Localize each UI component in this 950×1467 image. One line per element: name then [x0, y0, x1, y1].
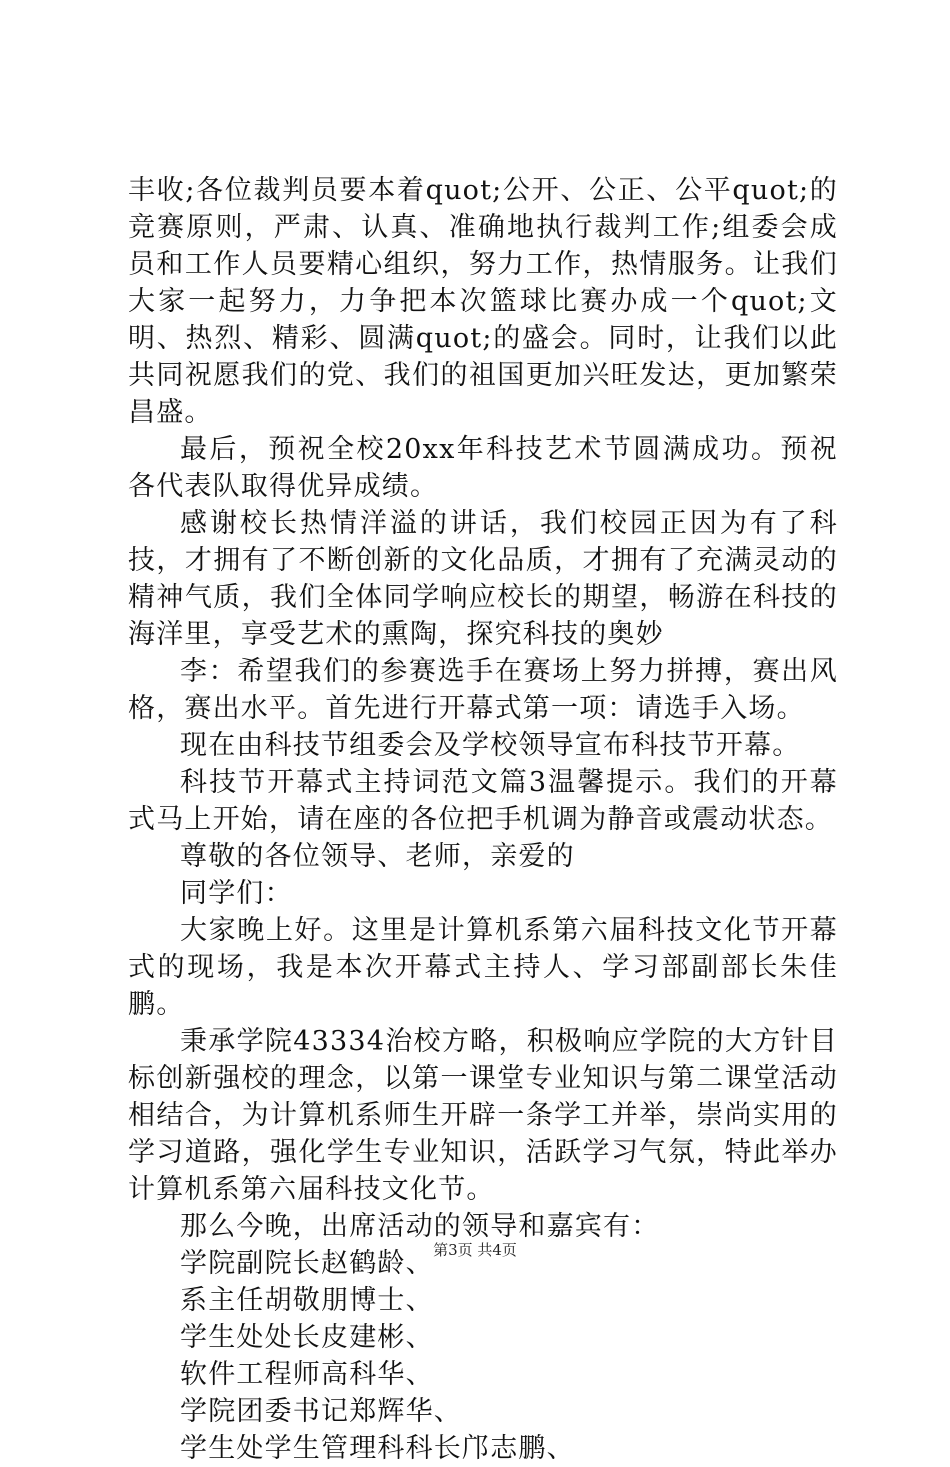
paragraph-4: 李：希望我们的参赛选手在赛场上努力拼搏，赛出风格，赛出水平。首先进行开幕式第一项：请选手入场。	[128, 656, 838, 724]
page-number-footer: 第3页 共4页	[433, 1241, 517, 1259]
guest-list-item-1: 学院副院长赵鹤龄、	[180, 1248, 434, 1279]
paragraph-6: 科技节开幕式主持词范文篇3温馨提示。我们的开幕式马上开始，请在座的各位把手机调为静音或震动状态。	[128, 767, 838, 835]
paragraph-3: 感谢校长热情洋溢的讲话，我们校园正因为有了科技，才拥有了不断创新的文化品质，才拥有了充满灵动的精神气质，我们全体同学响应校长的期望，畅游在科技的海洋里，享受艺术的熏陶，探究科技的奥妙	[128, 508, 838, 650]
document-body	[128, 172, 838, 1467]
paragraph-8: 同学们：	[180, 878, 293, 909]
paragraph-9: 大家晚上好。这里是计算机系第六届科技文化节开幕式的现场，我是本次开幕式主持人、学习部副部长朱佳鹏。	[128, 915, 838, 1020]
guest-list-item-5: 学院团委书记郑辉华、	[180, 1396, 462, 1427]
paragraph-11: 那么今晚，出席活动的领导和嘉宾有：	[180, 1211, 660, 1242]
paragraph-7: 尊敬的各位领导、老师，亲爱的	[180, 841, 575, 872]
guest-list-item-3: 学生处处长皮建彬、	[180, 1322, 434, 1353]
paragraph-1: 丰收;各位裁判员要本着quot;公开、公正、公平quot;的竞赛原则，严肃、认真、准确地执行裁判工作;组委会成员和工作人员要精心组织，努力工作，热情服务。让我们大家一起努力，力争把本次篮球比赛办成一个quot;文明、热烈、精彩、圆满quot;的盛会。同时，让我们以此共同祝愿我们的党、我们的祖国更加兴旺发达，更加繁荣昌盛。	[128, 175, 838, 428]
guest-list-item-2: 系主任胡敬朋博士、	[180, 1285, 434, 1316]
paragraph-2: 最后，预祝全校20xx年科技艺术节圆满成功。预祝各代表队取得优异成绩。	[128, 434, 838, 502]
guest-list-item-6: 学生处学生管理科科长邝志鹏、	[180, 1433, 575, 1464]
paragraph-5: 现在由科技节组委会及学校领导宣布科技节开幕。	[180, 730, 801, 761]
guest-list-item-4: 软件工程师高科华、	[180, 1359, 434, 1390]
paragraph-10: 秉承学院43334治校方略，积极响应学院的大方针目标创新强校的理念，以第一课堂专业知识与第二课堂活动相结合，为计算机系师生开辟一条学工并举，崇尚实用的学习道路，强化学生专业知识，活跃学习气氛，特此举办计算机系第六届科技文化节。	[128, 1026, 838, 1205]
